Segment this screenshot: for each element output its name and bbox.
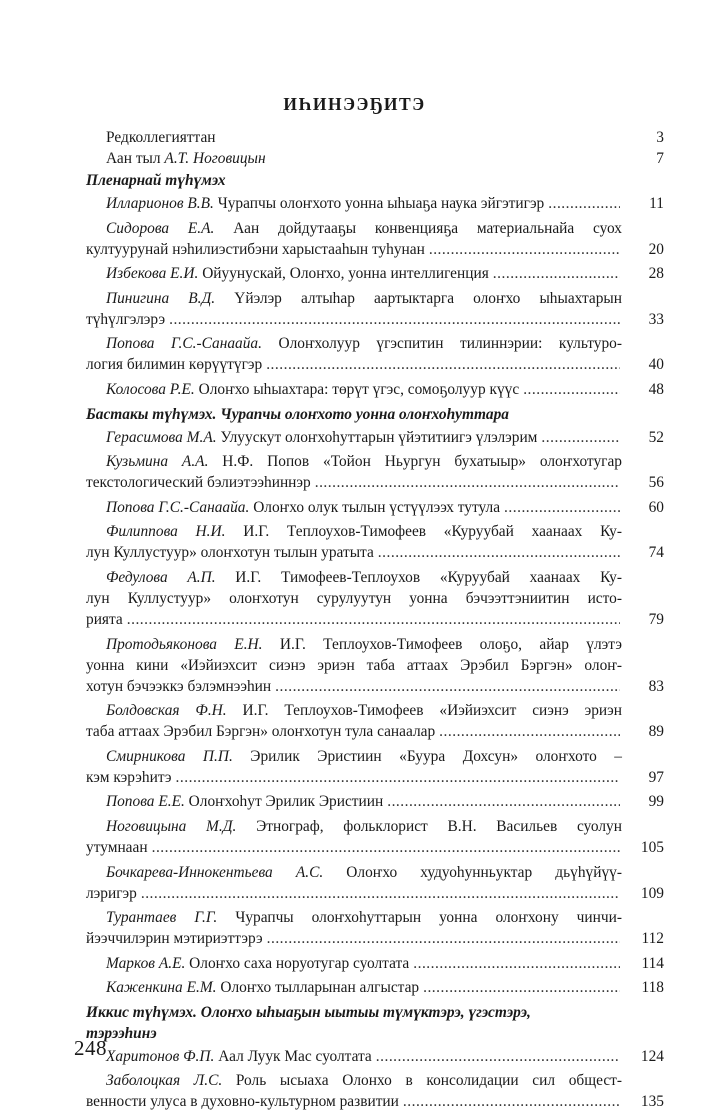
entry-last-line bbox=[86, 239, 664, 260]
entry-page-number: 105 bbox=[640, 838, 664, 856]
entry-last-line bbox=[86, 542, 664, 563]
entry-text bbox=[106, 497, 500, 518]
dot-leader bbox=[266, 354, 620, 375]
toc-entry bbox=[86, 1070, 664, 1112]
toc-entry bbox=[86, 263, 664, 284]
entry-continuation: кэм кэрэһитэ bbox=[86, 768, 172, 786]
entry-author: Филиппова Н.И. bbox=[106, 523, 226, 541]
section-heading-line: тэрээһинэ bbox=[86, 1024, 157, 1042]
entry-last-line bbox=[86, 609, 664, 630]
entry-page-number: 28 bbox=[648, 265, 664, 283]
entry-page-number: 99 bbox=[648, 793, 664, 811]
entry-first-line bbox=[86, 791, 664, 812]
entry-author: Попова Г.С.-Санаайа. bbox=[106, 498, 250, 516]
toc-entry bbox=[86, 791, 664, 812]
entry-first-line bbox=[86, 977, 664, 998]
entry-first-line bbox=[86, 907, 664, 928]
page-title: ИҺИНЭЭҔИТЭ bbox=[283, 94, 426, 114]
entry-author: Попова Г.С.-Санаайа. bbox=[106, 335, 262, 353]
dot-leader bbox=[176, 767, 620, 788]
entry-author: Ноговицына М.Д. bbox=[106, 817, 237, 835]
entry-page-number: 89 bbox=[648, 723, 664, 741]
toc-entry bbox=[86, 193, 664, 214]
entry-page-number: 124 bbox=[640, 1047, 664, 1065]
toc-entry bbox=[86, 746, 664, 788]
entry-title: И.Г. Теплоухов-Тимофеев «Иэйиэхсит сиэнэ эриэн bbox=[226, 702, 622, 720]
dot-leader bbox=[493, 263, 620, 284]
entry-text bbox=[106, 791, 383, 812]
entry-first-line bbox=[86, 379, 664, 400]
dot-leader bbox=[127, 609, 620, 630]
entry-title: И.Г. Тимофеев-Теплоухов «Куруубай хаанаах Ку- bbox=[215, 568, 622, 586]
entry-author: Пинигина В.Д. bbox=[106, 289, 216, 307]
entry-title: Олоҥхо олук тылын үстүүлээх тутула bbox=[249, 498, 501, 516]
entry-page-number: 79 bbox=[648, 610, 664, 628]
section-heading bbox=[86, 404, 664, 425]
entry-author: А.Т. Ноговицын bbox=[164, 150, 266, 167]
toc-entry bbox=[86, 700, 664, 742]
entry-title: Улуускут олоҥхоһуттарын үйэтитиигэ үлэлэрим bbox=[216, 428, 538, 446]
entry-title: Ойуунускай, Олоҥхо, уонна интеллигенция bbox=[198, 265, 489, 283]
entry-continuation: рията bbox=[86, 610, 123, 628]
entry-title: Чурапчы олоҥхоһуттарын уонна олоҥхону чинчи- bbox=[217, 909, 622, 927]
entry-continuation: лэригэр bbox=[86, 884, 137, 902]
entry-first-line bbox=[86, 746, 664, 767]
entry-page-number: 112 bbox=[641, 930, 664, 948]
entry-author: Сидорова Е.А. bbox=[106, 219, 215, 237]
entry-author: Илларионов В.В. bbox=[106, 195, 214, 212]
entry-title: Эрилик Эристиин «Буура Дохсун» олоҥхото – bbox=[232, 747, 622, 765]
entry-page-number: 135 bbox=[640, 1093, 664, 1111]
entry-author: Колосова Р.Е. bbox=[106, 380, 195, 398]
entry-author: Попова Е.Е. bbox=[106, 793, 185, 811]
entry-text bbox=[106, 379, 519, 400]
entry-title: И.Г. Теплоухов-Тимофеев «Куруубай хаанаах Ку- bbox=[225, 523, 623, 541]
entry-first-line bbox=[86, 427, 664, 448]
entry-title: И.Г. Теплоухов-Тимофеев олоҕо, айар үлэтэ bbox=[262, 635, 622, 653]
entry-title: Этнограф, фольклорист В.Н. Васильев суолун bbox=[236, 817, 622, 835]
entry-title: Аан дойдутааҕы конвенцияҕа материальнайа суох bbox=[214, 219, 622, 237]
toc-entry bbox=[86, 451, 664, 493]
entry-title: Олоҥхо тылларынан алгыстар bbox=[216, 979, 420, 997]
toc-entry bbox=[86, 862, 664, 904]
entry-page-number: 56 bbox=[648, 474, 664, 492]
section-heading bbox=[86, 170, 664, 191]
entry-text bbox=[106, 427, 537, 448]
dot-leader bbox=[275, 676, 620, 697]
entry-last-line bbox=[86, 309, 664, 330]
entry-last-line bbox=[86, 472, 664, 493]
entry-page-number: 11 bbox=[649, 195, 664, 212]
entry-first-line bbox=[86, 263, 664, 284]
entry-page-number: 7 bbox=[656, 150, 664, 167]
dot-leader bbox=[423, 977, 620, 998]
entry-author: Заболоцкая Л.С. bbox=[106, 1072, 223, 1090]
toc-entry bbox=[86, 1046, 664, 1067]
entry-author: Болдовская Ф.Н. bbox=[106, 702, 227, 720]
entry-author: Бочкарева-Иннокентьева А.С. bbox=[106, 863, 324, 881]
entry-first-line bbox=[86, 953, 664, 974]
entry-first-line bbox=[86, 1070, 664, 1091]
toc-entry bbox=[86, 521, 664, 563]
entry-title: Үйэлэр алтыһар аартыктарга олоҥхо ыһыахтарын bbox=[215, 289, 622, 307]
entry-continuation-line: лун Куллустуур» олоҥхотун сурулуутун уонна бэчээттэниитин исто- bbox=[86, 589, 622, 607]
entry-title bbox=[106, 148, 266, 169]
section-heading-line: Пленарнай түһүмэх bbox=[86, 172, 226, 189]
entry-title: Олоҥхо саха норуотугар суолтата bbox=[185, 954, 410, 972]
entry-title: Олоҥхо ыһыахтара: төрүт үгэс, сомоҕолуур күүс bbox=[194, 380, 520, 398]
toc-entry bbox=[86, 953, 664, 974]
entry-first-line bbox=[86, 218, 664, 239]
toc-entry bbox=[86, 333, 664, 375]
toc-entry bbox=[86, 634, 664, 697]
toc-entry bbox=[86, 288, 664, 330]
entry-text bbox=[106, 193, 544, 214]
entry-author: Кузьмина А.А. bbox=[106, 453, 209, 471]
entry-text bbox=[106, 263, 489, 284]
entry-title: Н.Ф. Попов «Тойон Ньургун бухатыыр» олоҥхотугар bbox=[208, 453, 622, 471]
entry-page-number: 83 bbox=[648, 677, 664, 695]
entry-page-number: 114 bbox=[641, 954, 664, 972]
entry-first-line bbox=[86, 521, 664, 542]
entry-continuation: түһүлгэлэрэ bbox=[86, 310, 166, 328]
dot-leader bbox=[523, 379, 620, 400]
entry-author: Герасимова М.А. bbox=[106, 428, 217, 446]
entry-prefix: Аан тыл bbox=[106, 150, 165, 167]
entry-title: Аал Луук Мас суолтата bbox=[214, 1047, 372, 1065]
entry-first-line bbox=[86, 288, 664, 309]
dot-leader bbox=[376, 1046, 620, 1067]
entry-last-line bbox=[86, 721, 664, 742]
toc-entry bbox=[86, 127, 664, 148]
entry-title: Редколлегияттан bbox=[106, 129, 216, 146]
dot-leader bbox=[378, 542, 620, 563]
toc-entry bbox=[86, 907, 664, 949]
dot-leader bbox=[141, 883, 620, 904]
toc-entry bbox=[86, 816, 664, 858]
entry-title: Олоҥхо худуоһунньуктар дьүһүйүү- bbox=[323, 863, 622, 881]
entry-continuation: таба аттаах Эрэбил Бэргэн» олоҥхотун тула санаалар bbox=[86, 723, 436, 741]
entry-page-number: 74 bbox=[648, 544, 664, 562]
entry-continuation: текстологический бэлиэтээһиннэр bbox=[86, 474, 311, 492]
entry-continuation: йээччилэрин мэтириэттэрэ bbox=[86, 930, 263, 948]
entry-first-line bbox=[86, 333, 664, 354]
dot-leader bbox=[413, 953, 620, 974]
entry-title: Чурапчы олоҥхото уонна ыһыаҕа наука эйгэтигэр bbox=[213, 195, 545, 212]
section-heading-line: Бастакы түһүмэх. Чурапчы олоҥхото уонна олоҥхоһуттара bbox=[86, 405, 510, 423]
dot-leader bbox=[429, 239, 620, 260]
dot-leader bbox=[169, 309, 620, 330]
dot-leader bbox=[315, 472, 620, 493]
entry-title: Олоҥхоһут Эрилик Эристиин bbox=[184, 793, 384, 811]
dot-leader bbox=[548, 193, 620, 214]
toc-entry bbox=[86, 977, 664, 998]
entry-first-line bbox=[86, 451, 664, 472]
dot-leader bbox=[403, 1091, 620, 1112]
entry-first-line bbox=[86, 700, 664, 721]
dot-leader bbox=[267, 928, 620, 949]
toc-entry bbox=[86, 218, 664, 260]
table-of-contents bbox=[86, 127, 664, 1116]
entry-text bbox=[106, 977, 419, 998]
entry-page-number: 118 bbox=[641, 979, 664, 997]
entry-page-number: 60 bbox=[648, 498, 664, 516]
entry-page-number: 97 bbox=[648, 768, 664, 786]
entry-text bbox=[106, 953, 409, 974]
entry-title: Роль ысыаха Олонхо в консолидации сил общест- bbox=[222, 1072, 622, 1090]
toc-entry bbox=[86, 427, 664, 448]
entry-last-line bbox=[86, 767, 664, 788]
entry-first-line bbox=[86, 816, 664, 837]
entry-continuation: лун Куллустуур» олоҥхотун тылын уратыта bbox=[86, 544, 374, 562]
entry-author: Харитонов Ф.П. bbox=[106, 1047, 215, 1065]
entry-last-line bbox=[86, 354, 664, 375]
section-heading-line: Иккис түһүмэх. Олоҥхо ыһыаҕын ыытыы түмүктэрэ, үгэстэрэ, bbox=[86, 1003, 531, 1021]
toc-entry bbox=[86, 567, 664, 630]
entry-first-line bbox=[86, 1046, 664, 1067]
entry-author: Каженкина Е.М. bbox=[106, 979, 217, 997]
entry-first-line bbox=[86, 634, 664, 655]
entry-continuation: хотун бэчээккэ бэлэмнээһин bbox=[86, 677, 272, 695]
toc-entry bbox=[86, 379, 664, 400]
entry-author: Протодьяконова Е.Н. bbox=[106, 635, 263, 653]
entry-page-number: 48 bbox=[648, 380, 664, 398]
entry-page-number: 40 bbox=[648, 356, 664, 374]
section-heading bbox=[86, 1002, 664, 1044]
entry-continuation: утумнаан bbox=[86, 838, 148, 856]
entry-last-line bbox=[86, 928, 664, 949]
entry-last-line bbox=[86, 1091, 664, 1112]
entry-continuation-line: уонна кини «Иэйиэхсит сиэнэ эриэн таба аттаах Эрэбил Бэргэн» олоҥ- bbox=[86, 656, 622, 674]
dot-leader bbox=[387, 791, 620, 812]
dot-leader bbox=[439, 721, 620, 742]
entry-author: Смирникова П.П. bbox=[106, 747, 233, 765]
entry-last-line bbox=[86, 883, 664, 904]
page-number: 248 bbox=[74, 1036, 107, 1060]
entry-continuation: венности улуса в духовно-культурном развитии bbox=[86, 1093, 399, 1111]
entry-page-number: 52 bbox=[648, 428, 664, 446]
entry-first-line bbox=[86, 567, 664, 588]
entry-page-number: 20 bbox=[648, 240, 664, 258]
entry-author: Избекова Е.И. bbox=[106, 265, 199, 283]
entry-text bbox=[106, 1046, 372, 1067]
toc-entry bbox=[86, 148, 664, 169]
entry-author: Федулова А.П. bbox=[106, 568, 216, 586]
entry-page-number: 3 bbox=[656, 129, 664, 146]
entry-author: Марков А.Е. bbox=[106, 954, 186, 972]
entry-last-line bbox=[86, 837, 664, 858]
dot-leader bbox=[541, 427, 620, 448]
entry-first-line bbox=[86, 193, 664, 214]
entry-first-line bbox=[86, 497, 664, 518]
entry-page-number: 109 bbox=[640, 884, 664, 902]
entry-continuation: логия билимин көрүүтүгэр bbox=[86, 356, 263, 374]
entry-last-line bbox=[86, 676, 664, 697]
entry-title: Олоҥхолуур үгэспитин тилиннэрии: культуро- bbox=[261, 335, 622, 353]
toc-entry bbox=[86, 497, 664, 518]
entry-first-line bbox=[86, 862, 664, 883]
entry-page-number: 33 bbox=[648, 310, 664, 328]
entry-continuation: култуурунай нэһилиэстибэни харыстааһын туһунан bbox=[86, 240, 425, 258]
entry-author: Турантаев Г.Г. bbox=[106, 909, 218, 927]
dot-leader bbox=[152, 837, 620, 858]
dot-leader bbox=[504, 497, 620, 518]
